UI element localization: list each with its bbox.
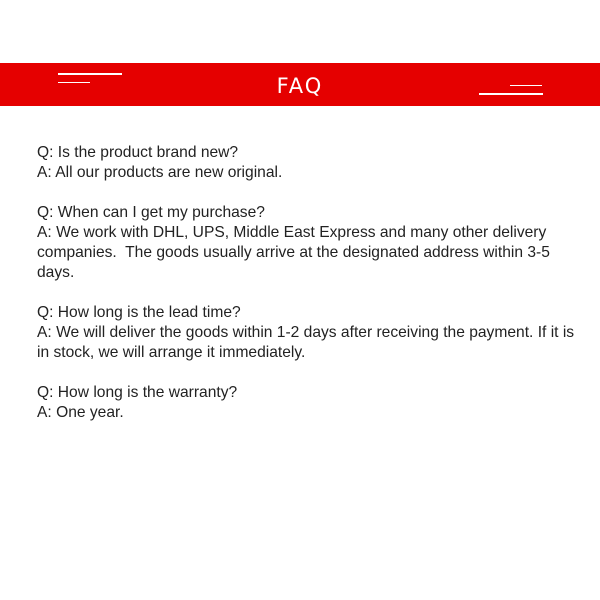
faq-question: Q: Is the product brand new? [37,144,239,161]
faq-item [37,203,582,283]
faq-question: Q: How long is the warranty? [37,384,238,401]
page-title: FAQ [276,74,324,98]
faq-banner [0,63,600,106]
faq-item [37,303,582,363]
faq-item [37,143,582,183]
decorative-line-right-short [510,85,542,86]
faq-answer: A: We work with DHL, UPS, Middle East Express and many other delivery companies. The goods usually arrive at the designated address within 3-5 days. [37,224,555,281]
faq-question: Q: How long is the lead time? [37,304,241,321]
faq-answer: A: We will deliver the goods within 1-2 days after receiving the payment. If it is in stock, we will arrange it immediately. [37,324,575,361]
faq-item [37,383,582,423]
faq-answer: A: All our products are new original. [37,164,283,181]
faq-list [37,143,582,443]
faq-question: Q: When can I get my purchase? [37,204,265,221]
decorative-line-right-long [479,93,543,95]
faq-answer: A: One year. [37,404,124,421]
